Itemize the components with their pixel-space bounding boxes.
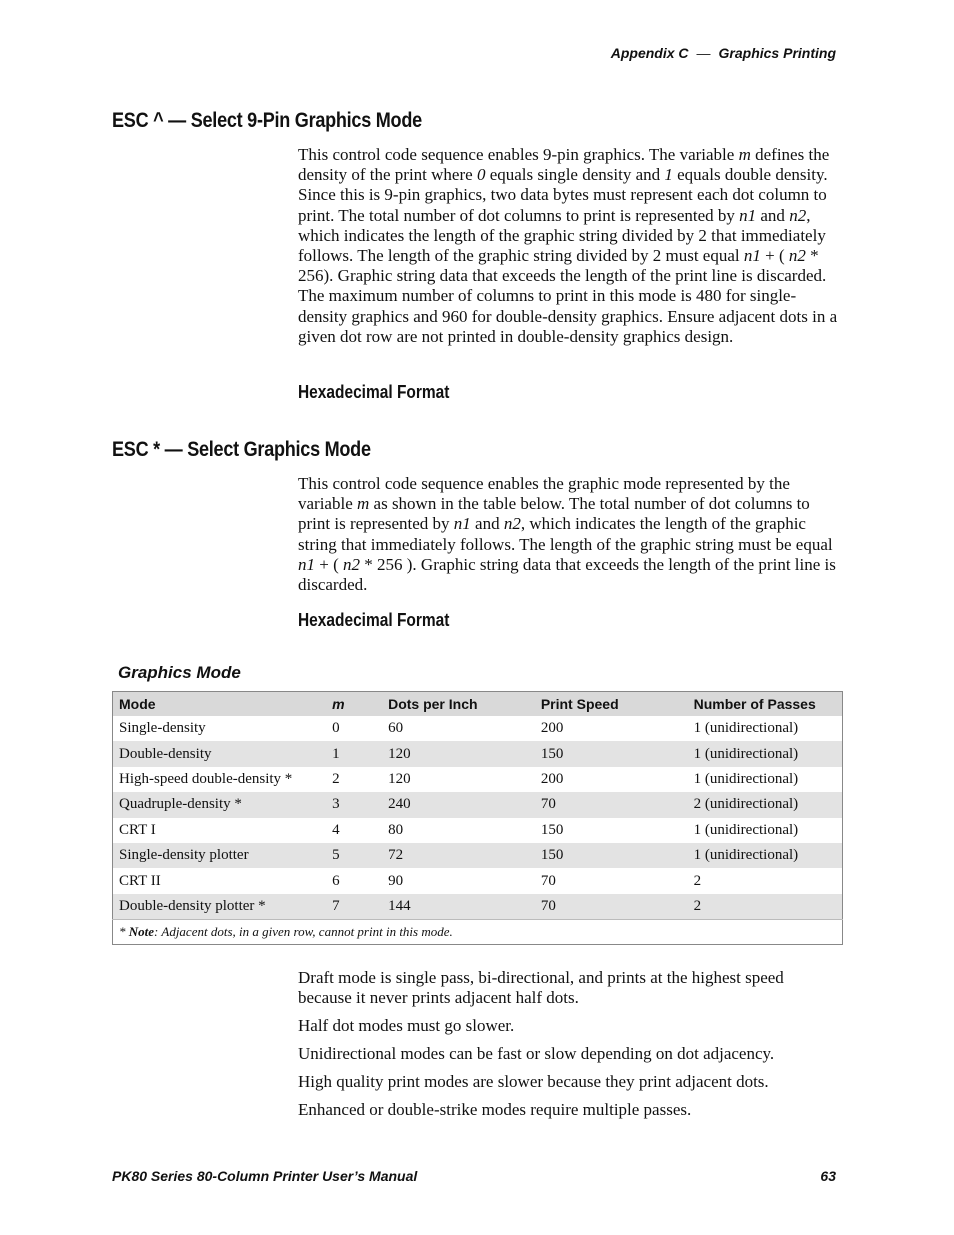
formula-op: + ( [315, 554, 343, 574]
text-run: , which indicates the length of the graphic string divided by 2 that immediately follows. The length of the graphic string divided by 2 must equal [298, 205, 826, 266]
table-cell: 240 [382, 792, 535, 817]
table-cell: 2 [332, 770, 340, 787]
section1-body [298, 145, 838, 347]
var-zero: 0 [476, 165, 486, 185]
table-cell: 72 [382, 843, 535, 868]
table-cell: 3 [326, 792, 382, 817]
table-cell: CRT I [119, 821, 156, 838]
column-header: Number of Passes [688, 692, 843, 717]
table-row [113, 894, 843, 920]
column-header: Mode [113, 692, 327, 717]
paragraph: Enhanced or double-strike modes require multiple passes. [298, 1100, 692, 1119]
section2-heading: ESC * — Select Graphics Mode [112, 438, 371, 461]
text-run: equals single density and [485, 165, 665, 185]
table-row [113, 868, 843, 893]
table-cell: 1 (unidirectional) [693, 770, 799, 787]
formula-n1: n1 [743, 246, 761, 266]
text-run: * 256 ). Graphic string data that exceeds the length of the print line is discarded. [298, 554, 836, 595]
table-cell: 200 [540, 720, 564, 737]
table-cell: 144 [382, 894, 535, 920]
table-cell: 1 (unidirectional) [693, 821, 799, 838]
formula-n2: n2 [788, 246, 806, 266]
table-cell: Quadruple-density * [113, 792, 327, 817]
text-run: , which indicates the length of the graphic string that immediately follows. The length of the graphic string must be equal [298, 514, 833, 554]
section1-heading: ESC ^ — Select 9-Pin Graphics Mode [112, 109, 422, 132]
table-row [113, 843, 843, 868]
paragraph: Half dot modes must go slower. [298, 1016, 515, 1035]
table-cell: 150 [540, 821, 564, 838]
table-caption: Graphics Mode [118, 663, 241, 682]
table-cell: 4 [332, 821, 340, 838]
var-one: 1 [664, 165, 673, 185]
var-m: m [357, 494, 370, 514]
table-cell: 70 [540, 872, 556, 889]
note-star: * [119, 924, 129, 940]
formula-n1: n1 [298, 554, 315, 574]
table-cell: 150 [535, 843, 688, 868]
table-cell: 1 (unidirectional) [688, 741, 843, 766]
table-cell: Single-density [119, 720, 206, 737]
table-row [113, 767, 843, 792]
var-n1: n1 [739, 205, 757, 225]
table-cell: 1 (unidirectional) [688, 843, 843, 868]
table-cell: 200 [540, 770, 564, 787]
table-cell: 90 [388, 872, 404, 889]
table-cell: 0 [332, 720, 340, 737]
table-cell: 120 [388, 770, 411, 787]
table-cell: 60 [388, 720, 404, 737]
table-cell: Double-density plotter * [113, 894, 327, 920]
table-row [113, 818, 843, 843]
table-cell: 7 [326, 894, 382, 920]
table-cell: 120 [382, 741, 535, 766]
table-cell: High-speed double-density * [119, 770, 293, 787]
column-header: m [326, 692, 382, 717]
section1-subheading: Hexadecimal Format [298, 382, 450, 402]
paragraph: Draft mode is single pass, bi-directional, and prints at the highest speed because it never prints adjacent half dots. [298, 968, 784, 1008]
table-note-row [113, 920, 843, 945]
column-header: Dots per Inch [382, 692, 535, 717]
text-run: and [756, 205, 790, 225]
text-run: equals double density. Since this is 9-pin graphics, two data bytes must represent each dot column to print. The total number of dot columns to print is represented by [298, 165, 828, 225]
table-row [113, 792, 843, 817]
table-cell: 2 [688, 894, 843, 920]
text-run: This control code sequence enables the graphic mode represented by the variable [298, 474, 790, 514]
table-cell: 1 [326, 741, 382, 766]
header-dash: — [696, 45, 711, 61]
table-cell: 70 [535, 792, 688, 817]
header-title: Graphics Printing [718, 45, 836, 61]
table-cell: 6 [332, 872, 340, 889]
text-run: This control code sequence enables 9-pin graphics. The variable [298, 145, 739, 164]
table-row [113, 716, 843, 741]
formula-n2: n2 [343, 554, 360, 574]
var-n1: n1 [453, 514, 471, 534]
header-section: Appendix C [610, 45, 689, 61]
paragraph: High quality print modes are slower because they print adjacent dots. [298, 1072, 769, 1091]
text-run: defines the density of the print where [298, 145, 830, 185]
paragraph: Unidirectional modes can be fast or slow depending on dot adjacency. [298, 1044, 775, 1063]
table-cell: Single-density plotter [113, 843, 327, 868]
table-header-row [113, 692, 843, 717]
table-cell: 150 [535, 741, 688, 766]
table-cell: CRT II [119, 872, 161, 889]
formula-op: + ( [760, 246, 789, 266]
text-run: and [470, 514, 504, 534]
footer-manual-title: PK80 Series 80-Column Printer User’s Manual [112, 1168, 418, 1184]
var-m: m [738, 145, 751, 164]
table-cell: 2 (unidirectional) [688, 792, 843, 817]
table-cell: 70 [535, 894, 688, 920]
note-label: Note [128, 924, 155, 940]
graphics-mode-table [112, 691, 843, 945]
table-row [113, 741, 843, 766]
table-cell: 5 [326, 843, 382, 868]
table-note [113, 920, 843, 945]
section2-body [298, 474, 838, 595]
column-header: Print Speed [535, 692, 688, 717]
var-n2: n2 [503, 514, 521, 534]
text-run: as shown in the table below. The total number of dot columns to print is represented by [298, 494, 810, 534]
note-text: : Adjacent dots, in a given row, cannot print in this mode. [154, 924, 453, 940]
running-header [611, 45, 836, 61]
table-cell: Double-density [113, 741, 327, 766]
page-number: 63 [820, 1168, 836, 1184]
text-run: * 256). Graphic string data that exceeds the length of the print line is discarded. The maximum number of columns to print in this mode is 480 for single-density graphics and 960 for double-density graphics. Ensure adjacent dots in a given dot row are not printed in double-density graphics design. [298, 246, 838, 346]
table-cell: 80 [388, 821, 404, 838]
table-cell: 1 (unidirectional) [693, 720, 799, 737]
table-cell: 2 [693, 872, 702, 889]
section2-subheading: Hexadecimal Format [298, 610, 450, 630]
var-n2: n2 [789, 205, 807, 225]
